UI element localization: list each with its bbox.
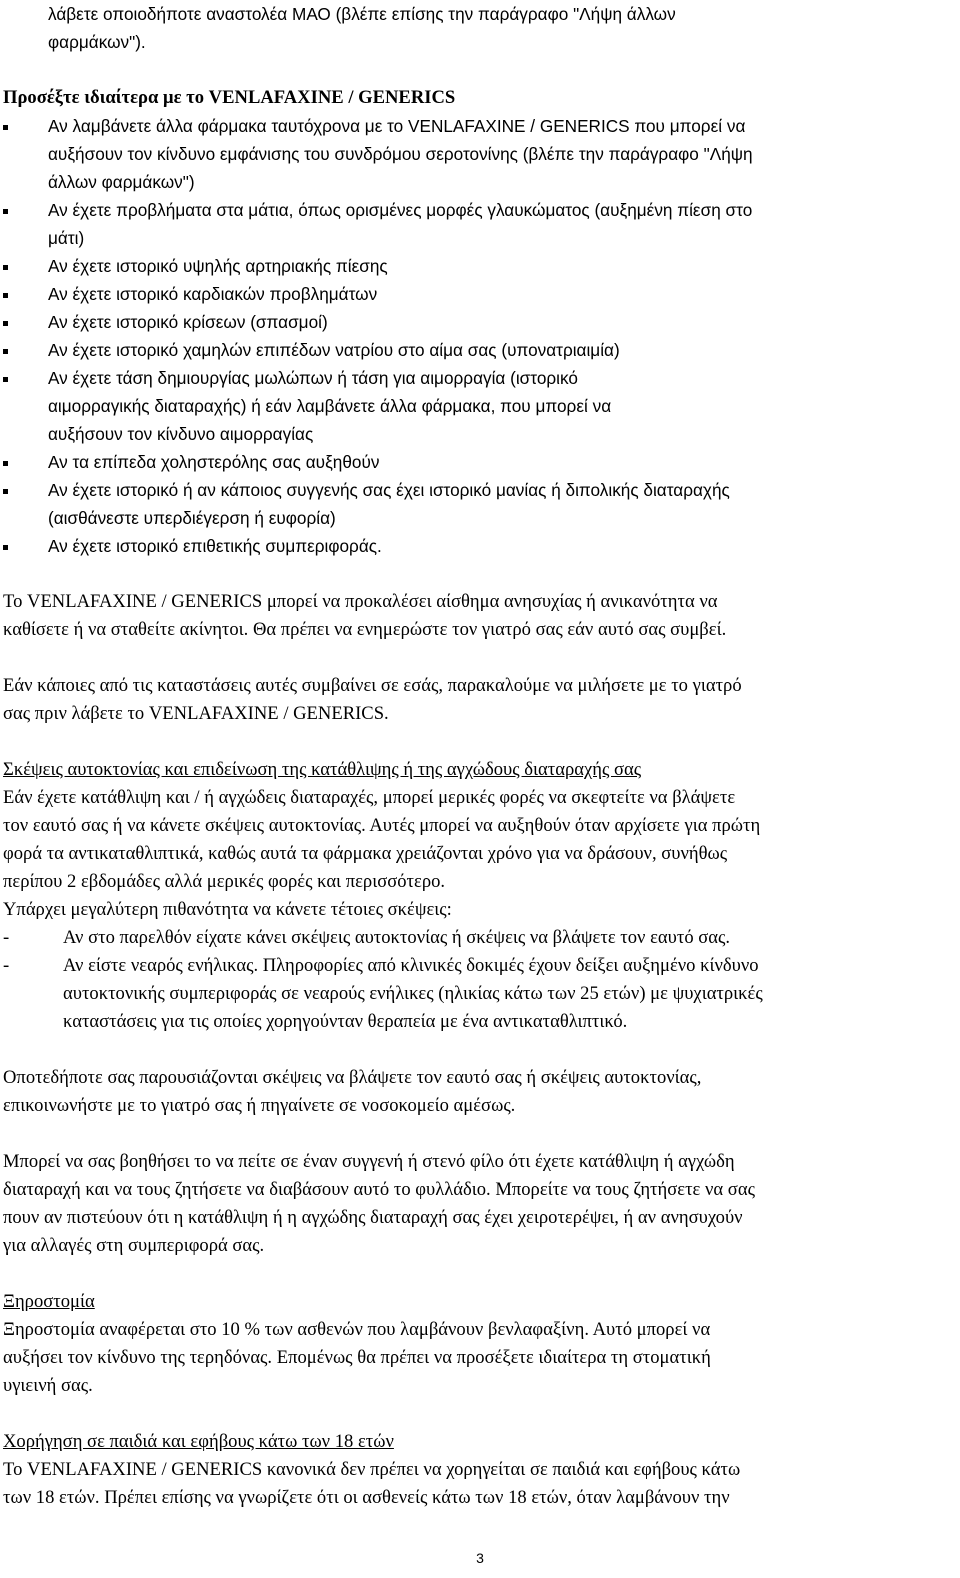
text-line: αιμορραγικής διαταραχής) ή εάν λαμβάνετε άλλα φάρμακα, που μπορεί να [48,396,612,416]
text-line: Αν έχετε προβλήματα στα μάτια, όπως ορισμένες μορφές γλαυκώματος (αυξημένη πίεση στο [48,200,753,220]
list-item [3,280,955,308]
text-line: Αν έχετε ιστορικό καρδιακών προβλημάτων [48,284,378,304]
talk-doctor-paragraph [3,672,955,728]
text-line: Αν έχετε ιστορικό ή αν κάποιος συγγενής σας έχει ιστορικό μανίας ή διπολικής διαταραχής [48,480,730,500]
square-bullet-icon [3,461,8,466]
square-bullet-icon [3,489,8,494]
dry-mouth-paragraph [3,1316,955,1400]
square-bullet-icon [3,265,8,270]
text-line: Αν τα επίπεδα χοληστερόλης σας αυξηθούν [48,452,380,472]
text-line: φορά τα αντικαταθλιπτικά, καθώς αυτά τα φάρμακα χρειάζονται χρόνο για να δράσουν, συνήθως [3,843,728,864]
list-item [3,364,955,448]
list-item [3,952,955,1036]
text-line: Μπορεί να σας βοηθήσει το να πείτε σε έναν συγγενή ή στενό φίλο ότι έχετε κατάθλιψη ή αγχώδη [3,1151,735,1172]
continuation-text [3,0,955,56]
text-line: των 18 ετών. Πρέπει επίσης να γνωρίζετε ότι οι ασθενείς κάτω των 18 ετών, όταν λαμβάνουν την [3,1487,730,1508]
list-item [3,112,955,196]
suicide-risk-list [3,924,955,1036]
text-line: (αισθάνεστε υπερδιέγερση ή ευφορία) [48,508,336,528]
page-number: 3 [476,1550,484,1566]
children-paragraph [3,1456,955,1512]
text-line: άλλων φαρμάκων") [48,172,195,192]
text-line: πουν αν πιστεύουν ότι η κατάθλιψη ή η αγχώδης διαταραχή σας έχει χειροτερέψει, ή αν ανησυχούν [3,1207,743,1228]
text-line: Αν έχετε ιστορικό επιθετικής συμπεριφοράς. [48,536,382,556]
text-line: αυτοκτονικής συμπεριφοράς σε νεαρούς ενήλικες (ηλικίας κάτω των 25 ετών) με ψυχιατρικές [63,983,763,1004]
list-item [3,448,955,476]
text-line: Αν έχετε τάση δημιουργίας μωλώπων ή τάση για αιμορραγία (ιστορικό [48,368,578,388]
text-line: αυξήσει τον κίνδυνο της τερηδόνας. Επομένως θα πρέπει να προσέξετε ιδιαίτερα τη στοματική [3,1347,711,1368]
text-line: Αν έχετε ιστορικό υψηλής αρτηριακής πίεσης [48,256,388,276]
text-line: τον εαυτό σας ή να κάνετε σκέψεις αυτοκτονίας. Αυτές μπορεί να αυξηθούν όταν αρχίσετε για πρώτη [3,815,761,836]
square-bullet-icon [3,125,8,130]
suicide-paragraph [3,784,955,924]
text-line: λάβετε οποιοδήποτε αναστολέα ΜΑΟ (βλέπε επίσης την παράγραφο "Λήψη άλλων [48,4,676,24]
children-heading: Χορήγηση σε παιδιά και εφήβους κάτω των 18 ετών [3,1431,394,1452]
text-line: φαρμάκων"). [48,32,146,52]
text-line: Υπάρχει μεγαλύτερη πιθανότητα να κάνετε τέτοιες σκέψεις: [3,899,452,920]
text-line: μάτι) [48,228,85,248]
text-line: Το VENLAFAXINE / GENERICS μπορεί να προκαλέσει αίσθημα ανησυχίας ή ανικανότητα να [3,591,718,612]
dash-marker: - [3,927,10,948]
square-bullet-icon [3,545,8,550]
text-line: Αν λαμβάνετε άλλα φάρμακα ταυτόχρονα με το VENLAFAXINE / GENERICS που μπορεί να [48,116,746,136]
suicide-heading: Σκέψεις αυτοκτονίας και επιδείνωση της κατάθλιψης ή της αγχώδους διαταραχής σας [3,759,642,780]
document-page [3,0,955,1512]
precautions-heading: Προσέξτε ιδιαίτερα με το VENLAFAXINE / GENERICS [3,87,456,108]
list-item [3,196,955,252]
list-item [3,532,955,560]
text-line: Αν στο παρελθόν είχατε κάνει σκέψεις αυτοκτονίας ή σκέψεις να βλάψετε τον εαυτό σας. [63,927,731,948]
text-line: αυξήσουν τον κίνδυνο αιμορραγίας [48,424,314,444]
contact-paragraph [3,1064,955,1120]
text-line: Αν έχετε ιστορικό χαμηλών επιπέδων νατρίου στο αίμα σας (υπονατριαιμία) [48,340,620,360]
list-item [3,308,955,336]
dry-mouth-heading: Ξηροστομία [3,1291,95,1312]
list-item [3,336,955,364]
text-line: Αν είστε νεαρός ενήλικας. Πληροφορίες από κλινικές δοκιμές έχουν δείξει αυξημένο κίνδυνο [63,955,759,976]
text-line: περίπου 2 εβδομάδες αλλά μερικές φορές και περισσότερο. [3,871,446,892]
square-bullet-icon [3,293,8,298]
relative-paragraph [3,1148,955,1260]
text-line: διαταραχή και να τους ζητήσετε να διαβάσουν αυτό το φυλλάδιο. Μπορείτε να τους ζητήσετε να σας [3,1179,755,1200]
text-line: καταστάσεις για τις οποίες χορηγούνταν θεραπεία με ένα αντικαταθλιπτικό. [63,1011,628,1032]
list-item [3,252,955,280]
text-line: καθίσετε ή να σταθείτε ακίνητοι. Θα πρέπει να ενημερώστε τον γιατρό σας εάν αυτό σας συμβεί. [3,619,727,640]
square-bullet-icon [3,209,8,214]
precautions-list [3,112,955,560]
text-line: Εάν έχετε κατάθλιψη και / ή αγχώδεις διαταραχές, μπορεί μερικές φορές να σκεφτείτε να βλάψετε [3,787,736,808]
text-line: Εάν κάποιες από τις καταστάσεις αυτές συμβαίνει σε εσάς, παρακαλούμε να μιλήσετε με το γιατρό [3,675,742,696]
text-line: για αλλαγές στη συμπεριφορά σας. [3,1235,265,1256]
list-item [3,476,955,532]
text-line: Το VENLAFAXINE / GENERICS κανονικά δεν πρέπει να χορηγείται σε παιδιά και εφήβους κάτω [3,1459,741,1480]
list-item [3,924,955,952]
square-bullet-icon [3,377,8,382]
text-line: επικοινωνήστε με το γιατρό σας ή πηγαίνετε σε νοσοκομείο αμέσως. [3,1095,516,1116]
text-line: σας πριν λάβετε το VENLAFAXINE / GENERICS. [3,703,389,724]
square-bullet-icon [3,321,8,326]
text-line: Αν έχετε ιστορικό κρίσεων (σπασμοί) [48,312,328,332]
text-line: υγιεινή σας. [3,1375,93,1396]
text-line: Οποτεδήποτε σας παρουσιάζονται σκέψεις να βλάψετε τον εαυτό σας ή σκέψεις αυτοκτονίας, [3,1067,702,1088]
text-line: Ξηροστομία αναφέρεται στο 10 % των ασθενών που λαμβάνουν βενλαφαξίνη. Αυτό μπορεί να [3,1319,711,1340]
dash-marker: - [3,955,10,976]
text-line: αυξήσουν τον κίνδυνο εμφάνισης του συνδρόμου σεροτονίνης (βλέπε την παράγραφο "Λήψη [48,144,753,164]
square-bullet-icon [3,349,8,354]
restlessness-paragraph [3,588,955,644]
